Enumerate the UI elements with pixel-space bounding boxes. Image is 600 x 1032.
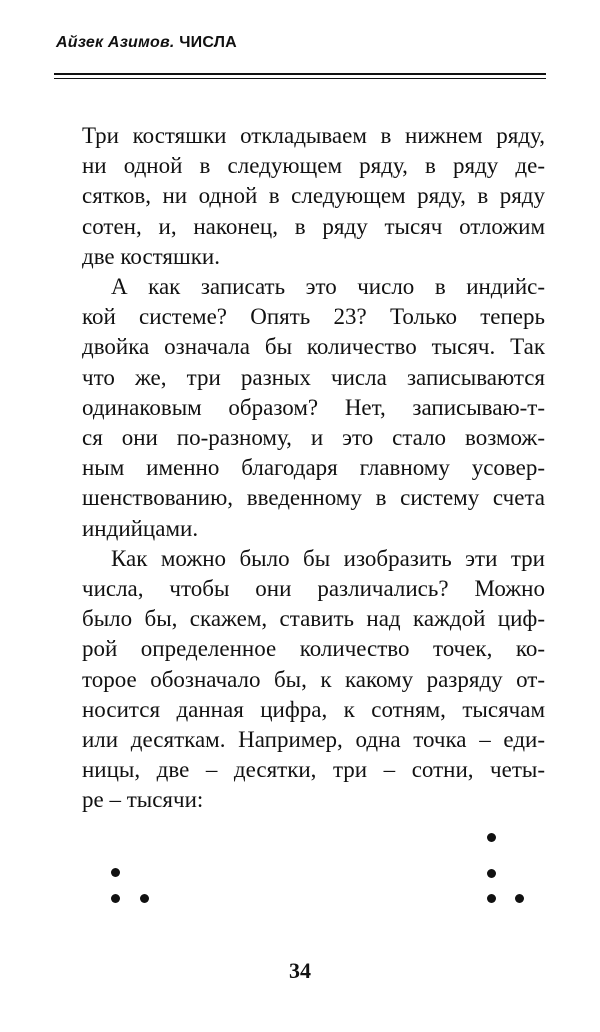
dot-mark — [111, 868, 120, 877]
text-line: две костяшки. — [82, 243, 220, 269]
text-line: торое обозначало бы, к какому разряду от- — [82, 666, 545, 692]
text-line: индийцами. — [82, 515, 199, 541]
text-line: ся они по-разному, и это стало возмож- — [82, 425, 545, 451]
text-line: ни одной в следующем ряду, в ряду де- — [82, 153, 545, 179]
dot-mark — [487, 869, 496, 878]
text-line: числа, чтобы они различались? Можно — [82, 576, 545, 602]
text-line: двойка означала бы количество тысяч. Так — [82, 334, 545, 360]
dot-mark — [487, 833, 496, 842]
text-line: было бы, скажем, ставить над каждой циф- — [82, 606, 545, 632]
header-rule-thin — [54, 78, 546, 79]
text-line: ным именно благодаря главному усовер- — [82, 455, 545, 481]
page-number: 34 — [289, 958, 311, 983]
text-line: А как записать это число в индийс- — [111, 274, 545, 300]
dot-mark — [140, 894, 149, 903]
text-line: или десяткам. Например, одна точка – еди- — [82, 727, 545, 753]
text-line: ницы, две – десятки, три – сотни, четы- — [82, 757, 545, 783]
text-line: шенствованию, введенному в систему счета — [82, 485, 545, 511]
header-rule-thick — [54, 73, 546, 75]
text-line: Как можно было бы изобразить эти три — [111, 545, 545, 571]
running-head-author: Айзек Азимов. — [56, 34, 175, 51]
text-line: носится данная цифра, к сотням, тысячам — [82, 696, 545, 722]
text-line: сотен, и, наконец, в ряду тысяч отложим — [82, 213, 545, 239]
running-head-title: ЧИСЛА — [179, 34, 237, 51]
running-head — [56, 34, 237, 52]
text-line: что же, три разных числа записываются — [82, 364, 545, 390]
text-line: одинаковым образом? Нет, записываю-т- — [82, 394, 545, 420]
dot-mark — [111, 894, 120, 903]
text-line: Три костяшки откладываем в нижнем ряду, — [82, 123, 545, 148]
dot-mark — [515, 894, 524, 903]
body-text — [82, 121, 545, 816]
dot-mark — [487, 894, 496, 903]
text-line: рой определенное количество точек, ко- — [82, 636, 545, 662]
text-line: ре – тысячи: — [82, 787, 204, 813]
text-line: сятков, ни одной в следующем ряду, в ряду — [82, 183, 545, 209]
text-line: кой системе? Опять 23? Только теперь — [82, 304, 545, 330]
